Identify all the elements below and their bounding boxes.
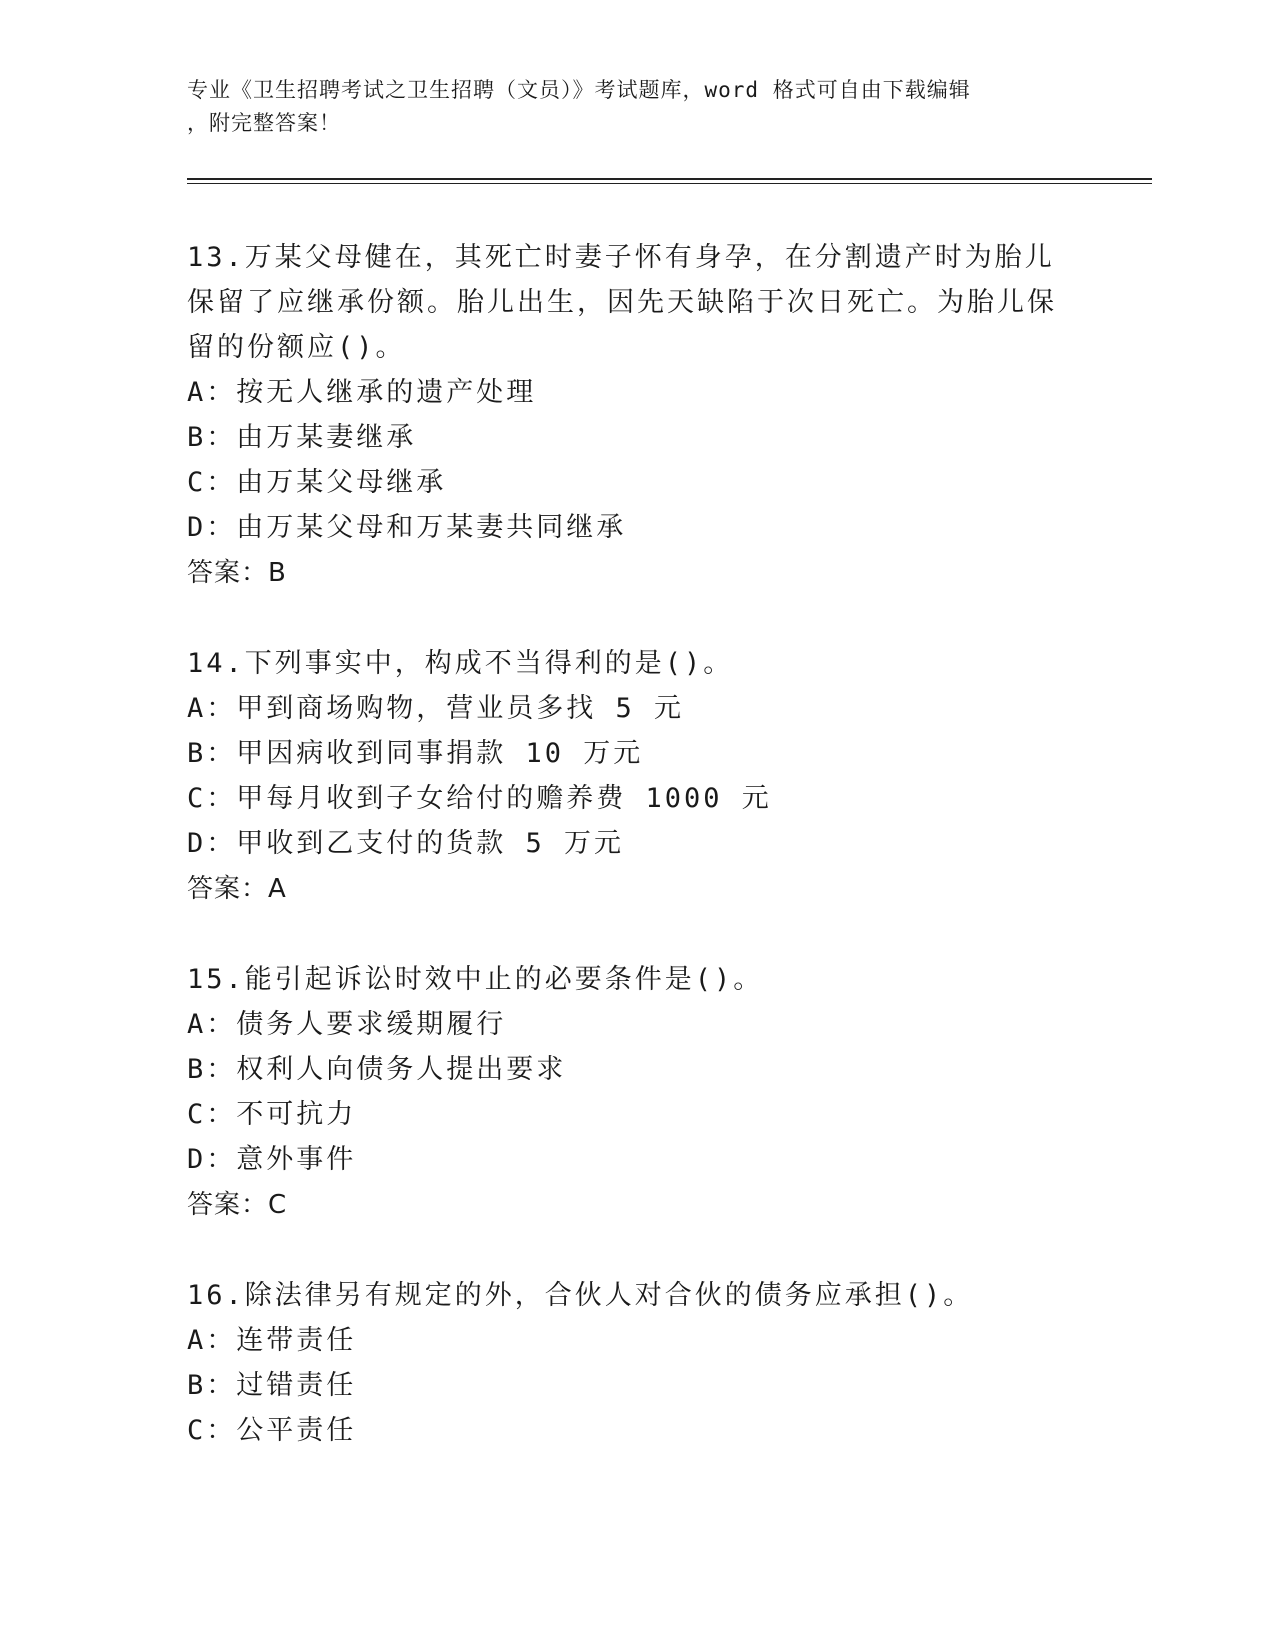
question-stem: 16.除法律另有规定的外，合伙人对合伙的债务应承担()。 <box>187 1280 974 1311</box>
header-line-2: ，附完整答案！ <box>187 111 341 135</box>
document-page <box>187 0 1152 1650</box>
header-line-1: 专业《卫生招聘考试之卫生招聘（文员）》考试题库，word 格式可自由下载编辑 <box>187 78 971 102</box>
answer-line: 答案：A <box>187 874 287 904</box>
option-a: A：连带责任 <box>187 1325 357 1356</box>
question-stem: 14.下列事实中，构成不当得利的是()。 <box>187 648 734 679</box>
question-14 <box>187 641 1087 912</box>
question-16 <box>187 1273 1087 1453</box>
option-b: B：由万某妻继承 <box>187 422 417 453</box>
option-d: D：意外事件 <box>187 1144 357 1175</box>
question-15 <box>187 957 1087 1228</box>
option-d: D：甲收到乙支付的货款 5 万元 <box>187 828 625 859</box>
option-d: D：由万某父母和万某妻共同继承 <box>187 512 627 543</box>
option-c: C：不可抗力 <box>187 1099 357 1130</box>
page-header <box>187 74 1067 140</box>
option-b: B：甲因病收到同事捐款 10 万元 <box>187 738 644 769</box>
option-a: A：按无人继承的遗产处理 <box>187 377 537 408</box>
answer-line: 答案：B <box>187 558 287 588</box>
question-13 <box>187 235 1087 596</box>
option-b: B：过错责任 <box>187 1370 357 1401</box>
answer-line: 答案：C <box>187 1190 288 1220</box>
question-stem: 15.能引起诉讼时效中止的必要条件是()。 <box>187 964 764 995</box>
option-a: A：甲到商场购物，营业员多找 5 元 <box>187 693 685 724</box>
option-b: B：权利人向债务人提出要求 <box>187 1054 567 1085</box>
option-c: C：公平责任 <box>187 1415 357 1446</box>
option-c: C：由万某父母继承 <box>187 467 447 498</box>
option-a: A：债务人要求缓期履行 <box>187 1009 507 1040</box>
option-c: C：甲每月收到子女给付的赡养费 1000 元 <box>187 783 772 814</box>
question-list <box>187 235 1087 1498</box>
header-divider <box>187 178 1152 184</box>
question-stem: 13.万某父母健在，其死亡时妻子怀有身孕，在分割遗产时为胎儿保留了应继承份额。胎儿出生，因先天缺陷于次日死亡。为胎儿保留的份额应()。 <box>187 242 1057 363</box>
